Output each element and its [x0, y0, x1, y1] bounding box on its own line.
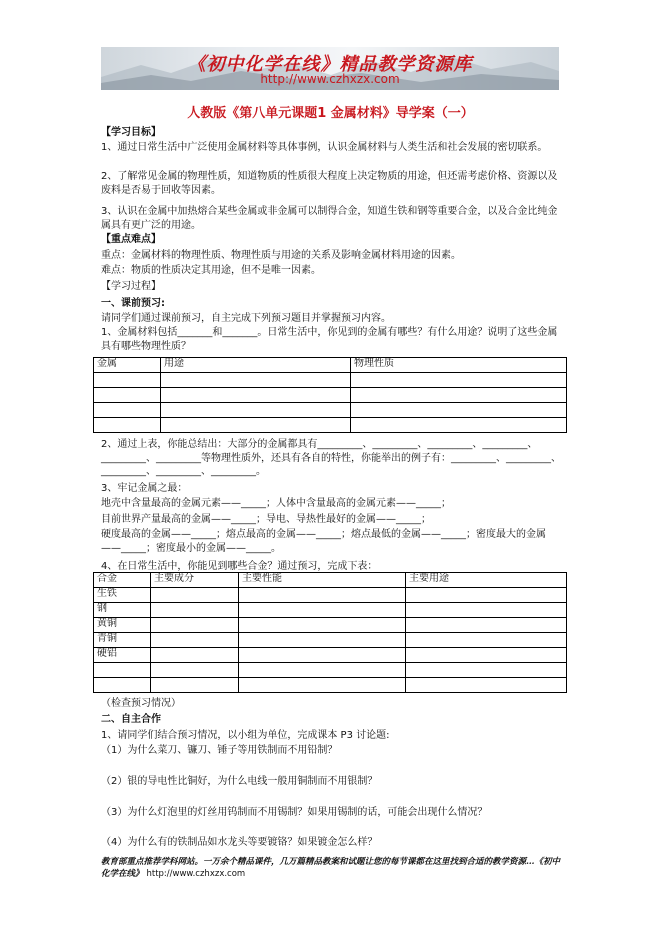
table-row	[94, 403, 567, 418]
table-header: 合金	[94, 573, 151, 588]
table-header: 用途	[161, 358, 351, 373]
discussion-1: （1）为什么菜刀、镰刀、锤子等用铁制而不用铅制？	[101, 745, 338, 756]
difficulty-text: 难点：物质的性质决定其用途，但不是唯一因素。	[101, 265, 321, 276]
section1-heading: 一、课前预习:	[101, 298, 165, 309]
key-points-heading: 【重点难点】	[101, 234, 161, 245]
table-header: 主要用途	[406, 573, 567, 588]
table-header: 物理性质	[351, 358, 567, 373]
table-row	[94, 418, 567, 433]
header-banner	[101, 47, 559, 90]
process-heading: 【学习过程】	[101, 281, 161, 292]
document-title: 人教版《第八单元课题1 金属材料》导学案（一）	[187, 106, 474, 121]
discussion-2: （2）银的导电性比铜好，为什么电线一般用铜制而不用银制？	[101, 776, 378, 787]
table-row	[94, 663, 567, 678]
question-3-line1: 地壳中含量最高的金属元素——_____；人体中含量最高的金属元素——_____；	[101, 498, 451, 509]
table-row	[94, 678, 567, 693]
table-row	[94, 588, 567, 603]
objective-1: 1、通过日常生活中广泛使用金属材料等具体事例，认识金属材料与人类生活和社会发展的密切联系。	[101, 142, 548, 153]
section1-intro: 请同学们通过课前预习，自主完成下列预习题目并掌握预习内容。	[101, 313, 391, 324]
question-2: 2、通过上表，你能总结出：大部分的金属都具有_________、_________、_________、_________、_________、_________等物理性质外，还具有各自的特性，你能举出的例子有：_________、_________、_________、_________、_________。	[101, 439, 561, 477]
alloy-name: 青铜	[94, 633, 151, 648]
question-3-intro: 3、牢记金属之最：	[101, 483, 188, 494]
discussion-4: （4）为什么有的铁制品如水龙头等要镀铬？如果镀金怎么样？	[101, 837, 378, 848]
question-4: 4、在日常生活中，你能见到哪些合金？通过预习，完成下表：	[101, 561, 378, 572]
section2-heading: 二、自主合作	[101, 714, 161, 725]
question-3-line2: 目前世界产量最高的金属——_____；导电、导热性最好的金属——_____；	[101, 514, 431, 525]
table-row	[94, 648, 567, 663]
footer-note	[101, 856, 563, 880]
objectives-heading: 【学习目标】	[101, 127, 161, 138]
section2-intro: 1、请同学们结合预习情况，以小组为单位，完成课本 P3 讨论题:	[101, 730, 390, 741]
table-row	[94, 603, 567, 618]
discussion-3: （3）为什么灯泡里的灯丝用钨制而不用锡制？如果用锡制的话，可能会出现什么情况？	[101, 807, 488, 818]
alloy-name: 钢	[94, 603, 151, 618]
question-1: 1、金属材料包括_______和_______。日常生活中，你见到的金属有哪些？有什么用途？说明了这些金属具有哪些物理性质？	[101, 327, 558, 352]
table-row	[94, 633, 567, 648]
alloy-name: 生铁	[94, 588, 151, 603]
alloy-name: 硬铝	[94, 648, 151, 663]
table-header: 金属	[94, 358, 161, 373]
objective-2: 2、了解常见金属的物理性质，知道物质的性质很大程度上决定物质的用途，但还需考虑价格、资源以及废料是否易于回收等因素。	[101, 171, 558, 196]
table-header: 主要性能	[239, 573, 406, 588]
alloy-name	[94, 663, 151, 678]
banner-url[interactable]: http://www.czhxzx.com	[260, 72, 400, 86]
table-row	[94, 388, 567, 403]
table-row	[94, 373, 567, 388]
focus-text: 重点：金属材料的物理性质、物理性质与用途的关系及影响金属材料用途的因素。	[101, 250, 461, 261]
alloy-table	[93, 572, 567, 693]
objective-3: 3、认识在金属中加热熔合某些金属或非金属可以制得合金，知道生铁和钢等重要合金，以及合金比纯金属具有更广泛的用途。	[101, 206, 558, 231]
alloy-name	[94, 678, 151, 693]
question-3-line3: 硬度最高的金属——_____；熔点最高的金属——_____；熔点最低的金属——_____；密度最大的金属——_____；密度最小的金属——_____。	[101, 529, 546, 554]
table-header: 主要成分	[151, 573, 239, 588]
table-row	[94, 573, 567, 588]
alloy-name: 黄铜	[94, 618, 151, 633]
banner-title: 《初中化学在线》精品教学资源库	[187, 54, 473, 75]
table-row	[94, 618, 567, 633]
check-note: （检查预习情况）	[101, 698, 181, 709]
footer-url[interactable]: http://www.czhxzx.com	[146, 869, 246, 879]
metal-table	[93, 357, 567, 433]
table-row	[94, 358, 567, 373]
footer-text: 教育部重点推荐学科网站。一万余个精品课件，几万篇精品教案和试题让您的每节课都在这里找到合适的教学资源…《初中化学在线》	[101, 857, 561, 879]
